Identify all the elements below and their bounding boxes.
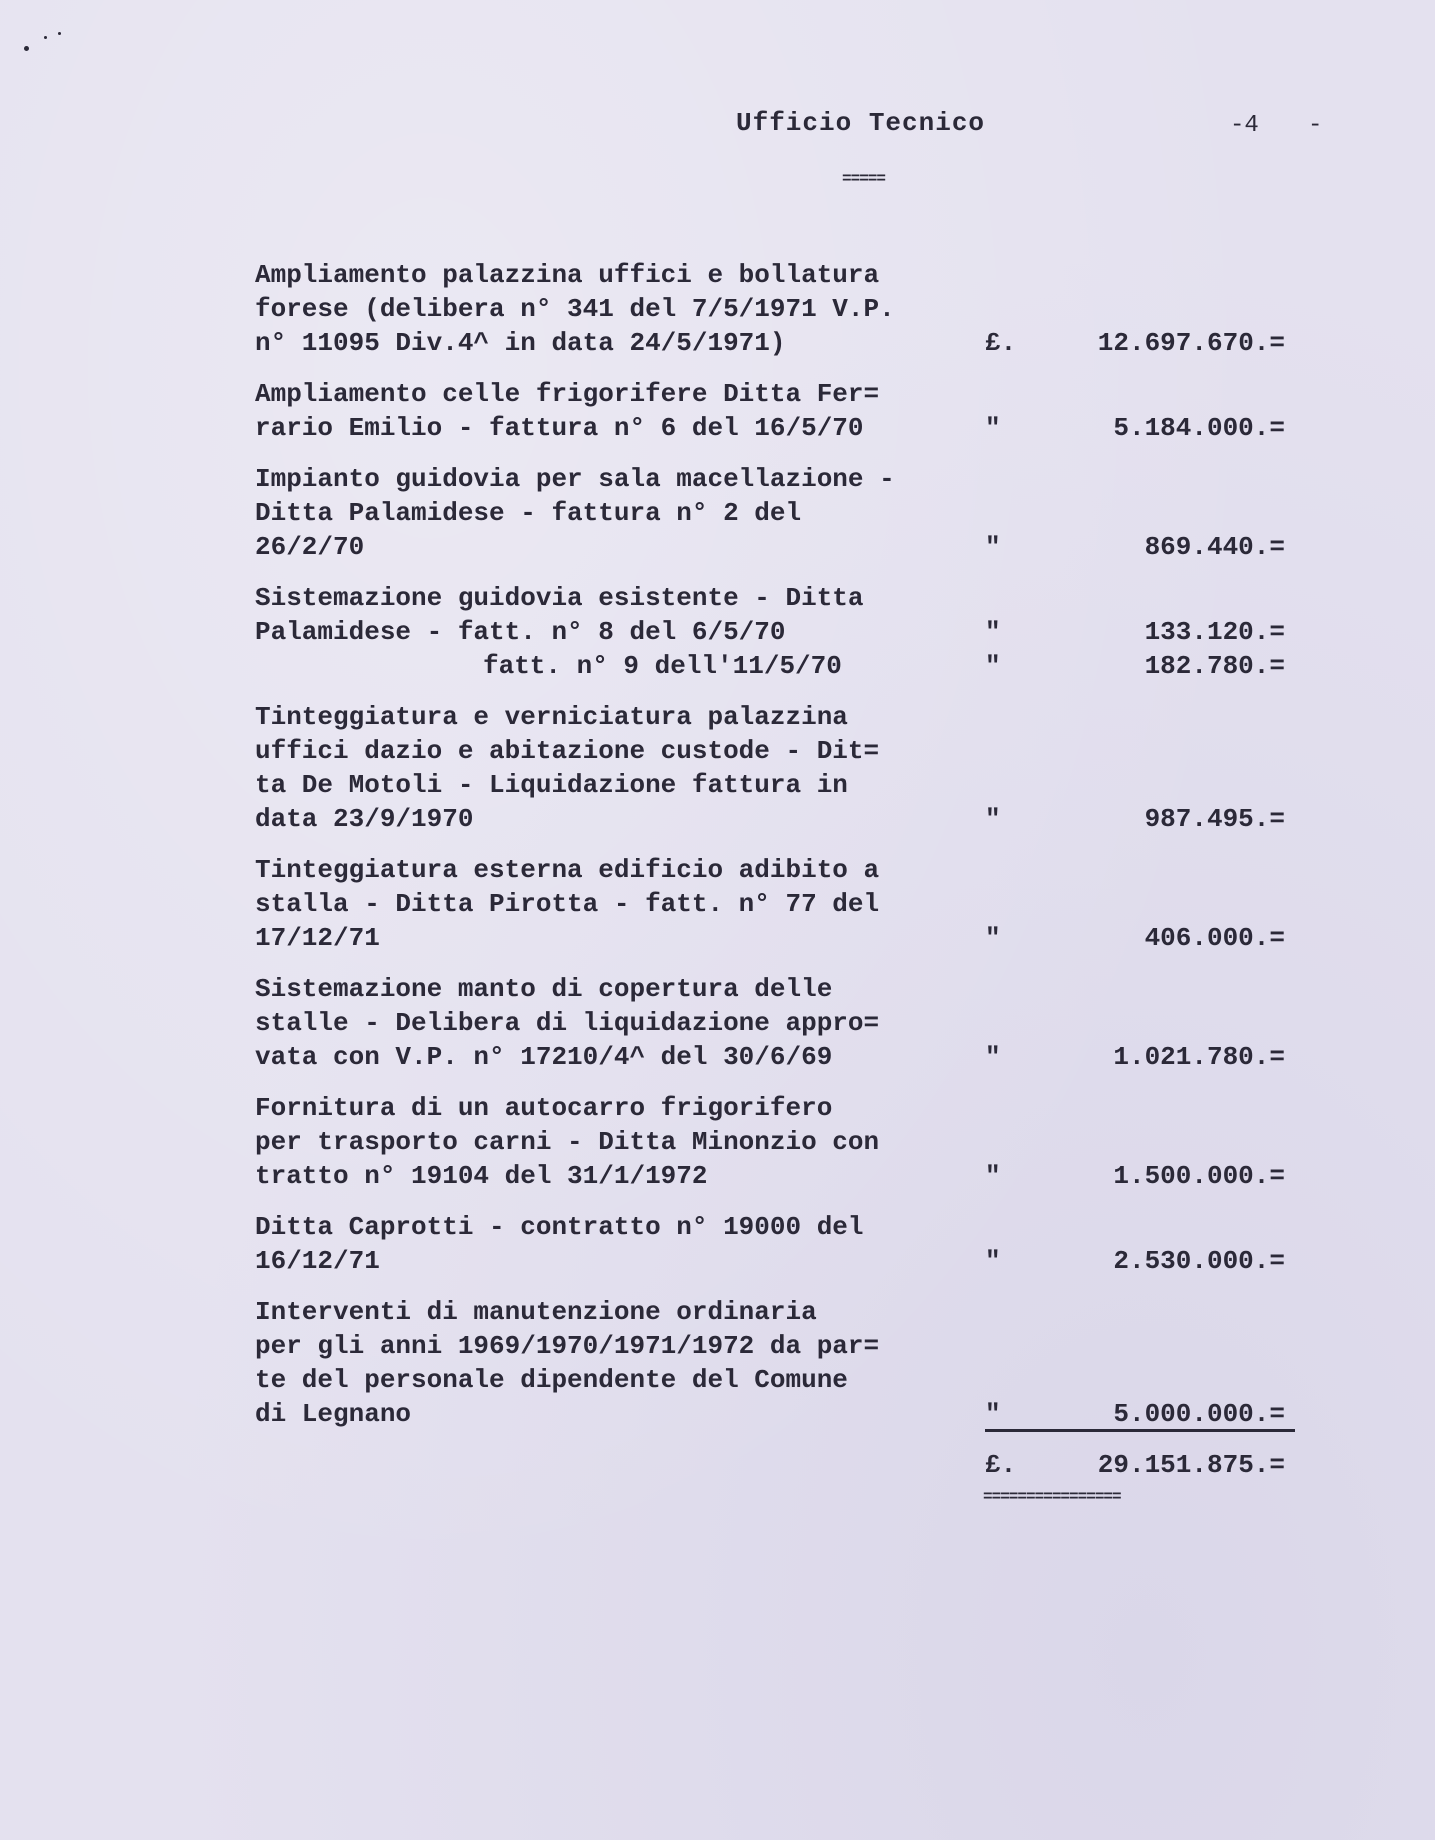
entry-line: Ampliamento celle frigorifere Ditta Fer= — [255, 379, 880, 409]
entry-amount: 12.697.670.= — [1097, 328, 1285, 358]
entry-amount: 133.120.= — [1144, 617, 1285, 647]
ditto-mark: " — [985, 923, 1001, 953]
page-dash: - — [1308, 112, 1323, 139]
entry-line: Ditta Caprotti - contratto n° 19000 del — [255, 1212, 864, 1242]
entry-line: stalle - Delibera di liquidazione appro= — [255, 1008, 880, 1038]
expense-entry — [255, 1210, 1315, 1278]
ditto-mark: " — [985, 804, 1001, 834]
entry-amount: 1.500.000.= — [1113, 1161, 1285, 1191]
entry-line: tratto n° 19104 del 31/1/1972 — [255, 1161, 708, 1191]
entry-line: 17/12/71 — [255, 923, 380, 953]
entry-line: Sistemazione guidovia esistente - Ditta — [255, 583, 864, 613]
entry-amount: 1.021.780.= — [1113, 1042, 1285, 1072]
ditto-mark: " — [985, 617, 1001, 647]
entry-amount: 5.184.000.= — [1113, 413, 1285, 443]
entry-line: per trasporto carni - Ditta Minonzio con — [255, 1127, 880, 1157]
entry-line: stalla - Ditta Pirotta - fatt. n° 77 del — [255, 889, 880, 919]
total-amount: 29.151.875.= — [1097, 1450, 1285, 1480]
entry-line: fatt. n° 9 dell'11/5/70 — [483, 651, 842, 681]
entry-amount: 406.000.= — [1144, 923, 1285, 953]
entry-amount: 2.530.000.= — [1113, 1246, 1285, 1276]
entry-amount: 869.440.= — [1144, 532, 1285, 562]
total-row — [255, 1448, 1315, 1506]
page-title: Ufficio Tecnico — [736, 108, 986, 138]
expense-entry — [255, 377, 1315, 445]
entry-line: te del personale dipendente del Comune — [255, 1365, 848, 1395]
ditto-mark: " — [985, 1042, 1001, 1072]
ink-speck — [44, 36, 47, 39]
entry-line: n° 11095 Div.4^ in data 24/5/1971) — [255, 328, 786, 358]
currency-symbol: £. — [985, 1450, 1017, 1480]
expense-entry — [255, 258, 1315, 360]
entry-line: Palamidese - fatt. n° 8 del 6/5/70 — [255, 617, 786, 647]
ditto-mark: " — [985, 1399, 1001, 1429]
entry-line: per gli anni 1969/1970/1971/1972 da par= — [255, 1331, 880, 1361]
expense-entry — [255, 1295, 1315, 1431]
entry-line: Fornitura di un autocarro frigorifero — [255, 1093, 833, 1123]
entry-amount: 182.780.= — [1144, 651, 1285, 681]
entry-line: Sistemazione manto di copertura delle — [255, 974, 833, 1004]
expense-entry — [255, 700, 1315, 836]
ink-speck — [58, 32, 61, 35]
ditto-mark: " — [985, 413, 1001, 443]
ditto-mark: " — [985, 1161, 1001, 1191]
expense-entry — [255, 1091, 1315, 1193]
ink-speck — [24, 46, 29, 51]
expense-entry — [255, 581, 1315, 683]
ditto-mark: " — [985, 651, 1001, 681]
ditto-mark: " — [985, 532, 1001, 562]
expense-list — [255, 258, 1315, 1506]
entry-amount: 5.000.000.= — [1113, 1399, 1285, 1429]
entry-line: Tinteggiatura esterna edificio adibito a — [255, 855, 880, 885]
entry-line: data 23/9/1970 — [255, 804, 474, 834]
expense-entry — [255, 462, 1315, 564]
expense-entry — [255, 972, 1315, 1074]
entry-line: Ditta Palamidese - fattura n° 2 del — [255, 498, 802, 528]
entry-line: Impianto guidovia per sala macellazione - — [255, 464, 895, 494]
entry-line: Tinteggiatura e verniciatura palazzina — [255, 702, 848, 732]
total-double-rule: ================ — [983, 1488, 1121, 1506]
expense-entry — [255, 853, 1315, 955]
entry-line: uffici dazio e abitazione custode - Dit= — [255, 736, 880, 766]
entry-amount: 987.495.= — [1144, 804, 1285, 834]
currency-symbol: £. — [985, 328, 1017, 358]
entry-line: ta De Motoli - Liquidazione fattura in — [255, 770, 848, 800]
entry-line: rario Emilio - fattura n° 6 del 16/5/70 — [255, 413, 864, 443]
page-number: -4 — [1230, 112, 1259, 139]
entry-line: forese (delibera n° 341 del 7/5/1971 V.P. — [255, 294, 895, 324]
entry-line: Interventi di manutenzione ordinaria — [255, 1297, 817, 1327]
subtotal-rule — [985, 1429, 1295, 1432]
entry-line: vata con V.P. n° 17210/4^ del 30/6/69 — [255, 1042, 833, 1072]
entry-line: di Legnano — [255, 1399, 412, 1429]
entry-line: 26/2/70 — [255, 532, 365, 562]
entry-line: Ampliamento palazzina uffici e bollatura — [255, 260, 880, 290]
title-rule: ===== — [842, 170, 886, 188]
ditto-mark: " — [985, 1246, 1001, 1276]
entry-line: 16/12/71 — [255, 1246, 380, 1276]
